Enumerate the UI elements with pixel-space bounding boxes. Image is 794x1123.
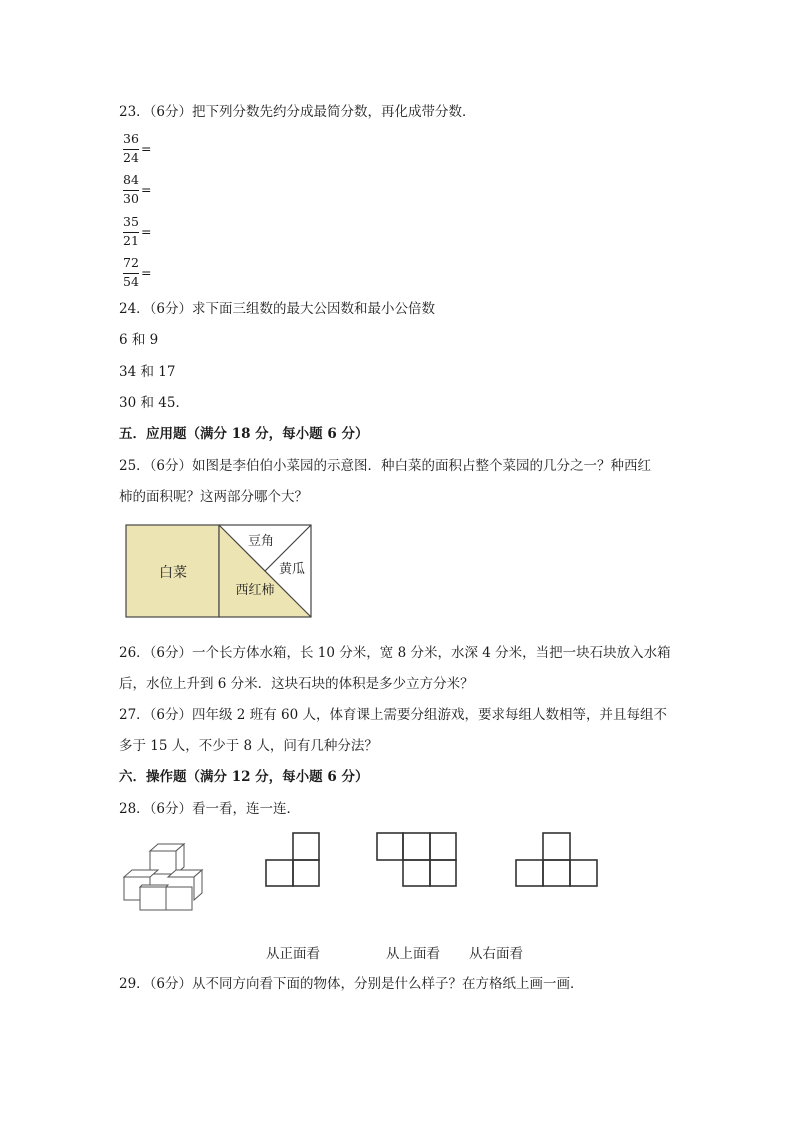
denominator: 54: [123, 274, 139, 289]
fraction-3: [123, 216, 163, 250]
q24-text: 24．（6分）求下面三组数的最大公因数和最小公倍数: [119, 301, 436, 317]
view-figure-2: [376, 832, 458, 888]
q25-text-line2: 柿的面积呢？这两部分哪个大？: [119, 489, 308, 505]
q29-text: 29．（6分）从不同方向看下面的物体，分别是什么样子？在方格纸上画一画．: [119, 976, 584, 992]
view-figure-1: [265, 832, 321, 888]
numerator: 84: [123, 172, 139, 187]
q26-text-line2: 后，水位上升到 6 分米．这块石块的体积是多少立方分米？: [119, 676, 474, 692]
fraction-2: [123, 174, 163, 208]
denominator: 30: [123, 191, 139, 206]
denominator: 21: [123, 233, 139, 248]
garden-diagram: [124, 523, 314, 619]
denominator: 24: [123, 150, 139, 165]
numerator: 35: [123, 214, 139, 229]
fraction-4: [123, 257, 163, 291]
q28-text: 28．（6分）看一看，连一连．: [119, 801, 301, 817]
equals-sign: =: [141, 141, 152, 156]
equals-sign: =: [141, 182, 152, 197]
number-pair: 6 和 9: [119, 332, 159, 348]
tomato-label: 西红柿: [235, 583, 275, 598]
q27-text-line1: 27．（6分）四年级 2 班有 60 人，体育课上需要分组游戏，要求每组人数相等，并且每组不: [119, 707, 667, 723]
view-label-top: 从上面看: [386, 946, 440, 962]
equals-sign: =: [141, 265, 152, 280]
view-label-front: 从正面看: [266, 946, 320, 962]
q23-text: 23．（6分）把下列分数先约分成最简分数，再化成带分数．: [119, 104, 476, 120]
number-pair: 30 和 45．: [119, 395, 189, 411]
section-heading: 六．操作题（满分 12 分，每小题 6 分）: [119, 769, 369, 785]
section-heading: 五．应用题（满分 18 分，每小题 6 分）: [119, 426, 369, 442]
fraction-1: [123, 133, 163, 167]
q25-text-line1: 25．（6分）如图是李伯伯小菜园的示意图．种白菜的面积占整个菜园的几分之一？种西红: [119, 458, 652, 474]
number-pair: 34 和 17: [119, 364, 176, 380]
beans-label: 豆角: [247, 534, 275, 549]
q27-text-line2: 多于 15 人，不少于 8 人，问有几种分法？: [119, 738, 378, 754]
cucumber-label: 黄瓜: [278, 562, 306, 577]
equals-sign: =: [141, 224, 152, 239]
numerator: 36: [123, 131, 139, 146]
numerator: 72: [123, 255, 139, 270]
view-label-right: 从右面看: [469, 946, 523, 962]
q26-text-line1: 26．（6分）一个长方体水箱，长 10 分米，宽 8 分米，水深 4 分米，当把一块石块放入水箱: [119, 645, 671, 661]
cabbage-label: 白菜: [159, 565, 187, 581]
view-figure-3: [515, 832, 599, 888]
cube-stack-figure: [122, 841, 214, 913]
